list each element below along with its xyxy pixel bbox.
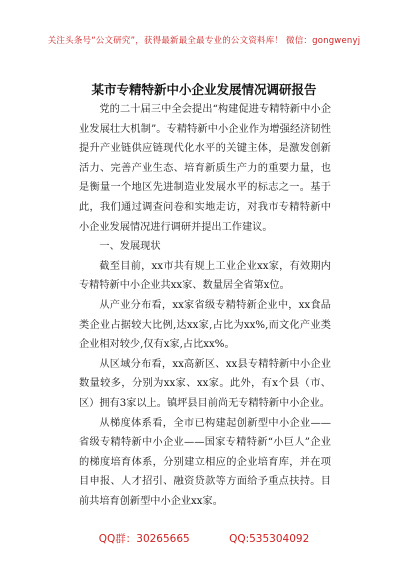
paragraph-tier: 从梯度体系看，全市已构建起创新型中小企业——省级专精特新中小企业——国家专精特新“小巨人”企业的梯度培育体系，分别建立相应的企业培育库，并在项目申报、人才招引、融资贷款等方面给予重点扶持。目前共培育创新型中小企业xx家。 <box>79 417 331 507</box>
paragraph-region: 从区域分布看，xx高新区、xx县专精特新中小企业数量较多，分别为xx家、xx家。此外，有x个县（市、区）拥有3家以上。镇坪县目前尚无专精特新中小企业。 <box>79 358 331 409</box>
document-body <box>79 100 331 511</box>
header-promo-note: 关注头条号“公文研究”，获得最新最全最专业的公文资料库！ 微信：gongwenyj <box>47 36 361 46</box>
section-heading: 一、发展现状 <box>99 241 161 253</box>
footer-contact <box>0 531 408 546</box>
qq-label: QQ:535304092 <box>229 533 310 545</box>
paragraph-industry: 从产业分布看，xx家省级专精特新企业中，xx食品类企业占据较大比例,达xx家,占比为xx%,而文化产业类企业相对较少,仅有x家,占比xx%。 <box>79 299 331 351</box>
paragraph-intro: 党的二十届三中全会提出“构建促进专精特新中小企业发展壮大机制”。专精特新中小企业作为增强经济韧性提升产业链供应链现代化水平的关键主体，是激发创新活力、完善产业生态、培育新质生产力的重要力量，也是衡量一个地区先进制造业发展水平的标志之一。基于此，我们通过调查问卷和实地走访，对我市专精特新中小企业发展情况进行调研并提出工作建议。 <box>79 104 331 233</box>
paragraph-overview: 截至目前，xx市共有规上工业企业xx家，有效期内专精特新中小企业共xx家、数量居全省第x位。 <box>79 260 331 292</box>
document-title: 某市专精特新中小企业发展情况调研报告 <box>91 82 317 97</box>
qq-group-label: QQ群：30265665 <box>98 533 190 545</box>
